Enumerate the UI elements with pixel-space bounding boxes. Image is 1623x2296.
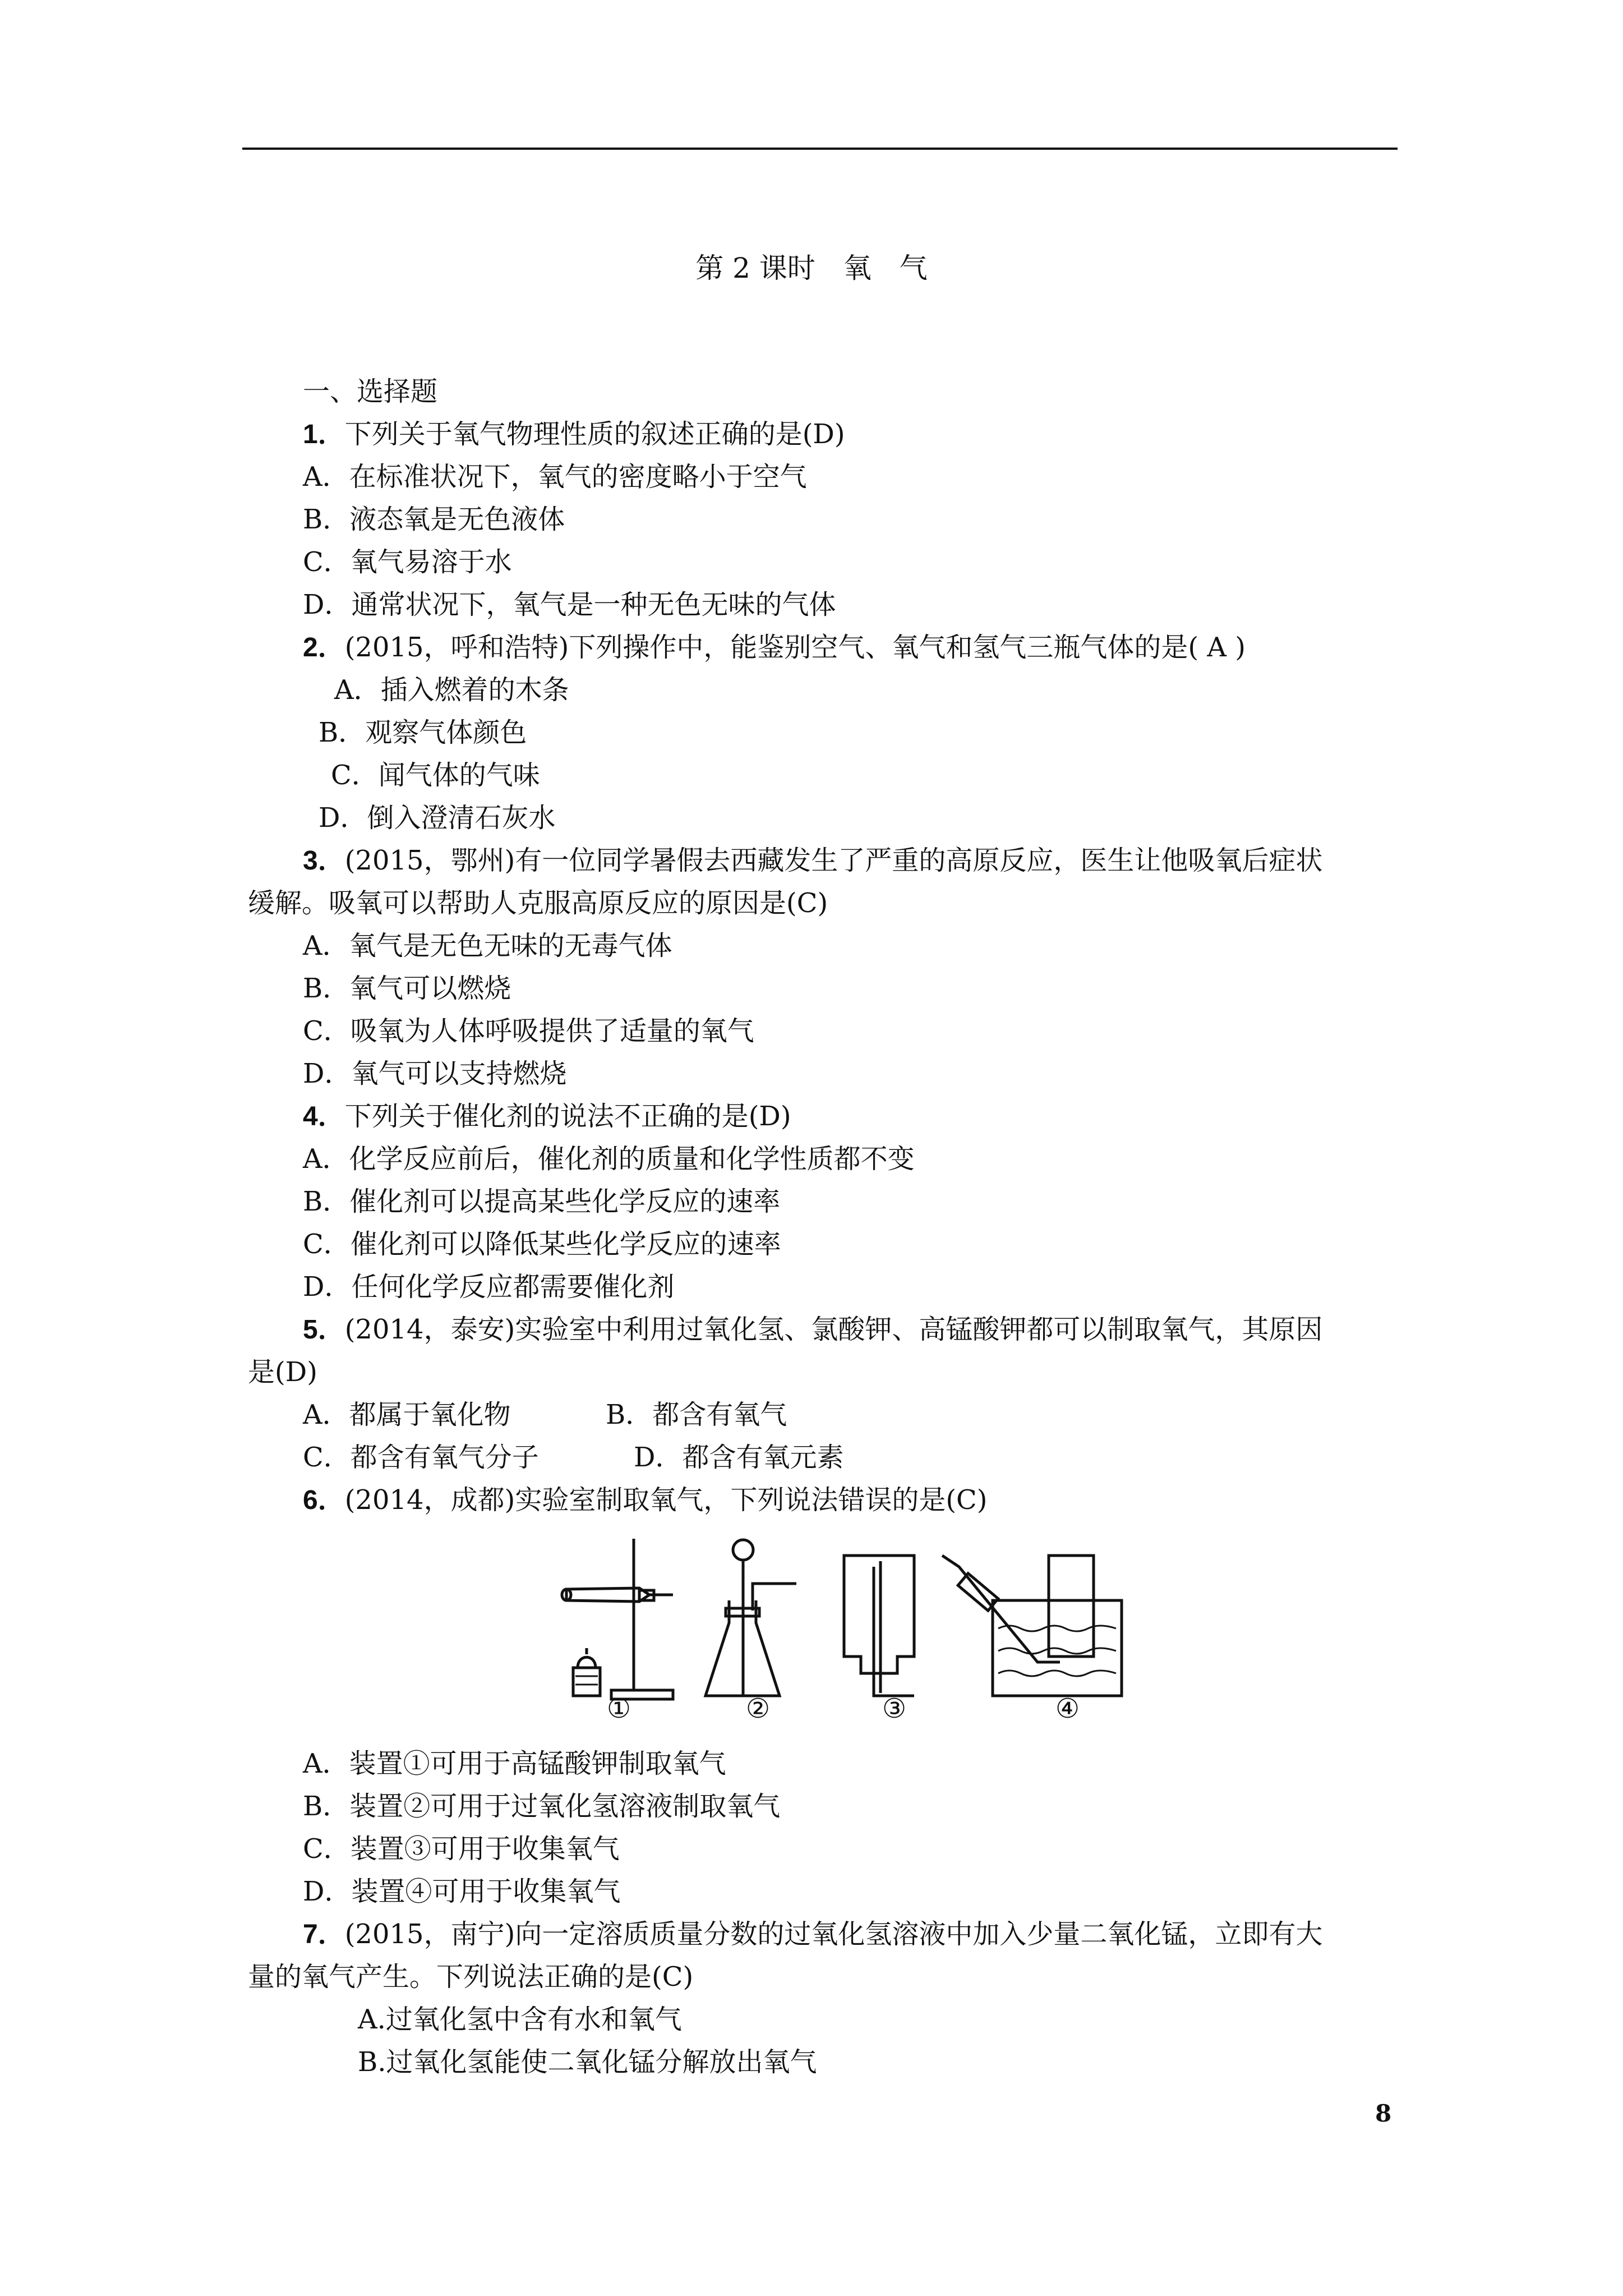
question-7-stem-cont: 量的氧气产生。下列说法正确的是(C)	[248, 1961, 694, 1993]
question-number: 2．	[303, 633, 345, 662]
question-4-stem	[303, 1099, 791, 1134]
question-2-stem	[303, 631, 1246, 665]
question-number: 7．	[303, 1920, 345, 1949]
apparatus-1-heating-tube	[562, 1539, 673, 1699]
section-heading: 一、选择题	[303, 376, 438, 407]
stem-text: 下列关于催化剂的说法不正确的是(D)	[344, 1101, 791, 1132]
question-3-stem	[303, 844, 1322, 878]
stem-text: 下列关于氧气物理性质的叙述正确的是(D)	[344, 418, 845, 450]
figure-label-4: ④	[1055, 1693, 1080, 1724]
figure-label-1: ①	[607, 1693, 631, 1724]
question-6-option-d: D．装置④可用于收集氧气	[303, 1876, 621, 1907]
stem-text: (2014，泰安)实验室中利用过氧化氢、氯酸钾、高锰酸钾都可以制取氧气，其原因	[344, 1314, 1323, 1345]
question-number: 3．	[303, 846, 345, 876]
question-5-stem	[303, 1313, 1322, 1347]
question-7-option-a: A.过氧化氢中含有水和氧气	[358, 2004, 682, 2035]
apparatus-3-gas-bottle	[844, 1556, 914, 1696]
apparatus-2-conical-flask	[706, 1540, 796, 1696]
question-number: 4．	[303, 1102, 345, 1131]
question-5-option-d: D．都含有氧元素	[634, 1442, 844, 1473]
question-3-option-d: D．氧气可以支持燃烧	[303, 1058, 567, 1089]
question-4-option-c: C．催化剂可以降低某些化学反应的速率	[303, 1228, 781, 1260]
question-5-stem-cont: 是(D)	[248, 1356, 317, 1388]
question-6-option-b: B．装置②可用于过氧化氢溶液制取氧气	[303, 1791, 781, 1822]
stem-text: (2015，呼和浩特)下列操作中，能鉴别空气、氧气和氢气三瓶气体的是( A )	[344, 632, 1246, 663]
question-1-option-c: C．氧气易溶于水	[303, 546, 512, 578]
page-number: 8	[1375, 2100, 1392, 2127]
page-title: 第 2 课时 氧 气	[695, 252, 928, 284]
question-5-option-a: A．都属于氧化物	[303, 1399, 511, 1430]
question-2-option-b: B．观察气体颜色	[319, 717, 527, 748]
question-6-option-a: A．装置①可用于高锰酸钾制取氧气	[303, 1748, 726, 1779]
question-3-option-a: A．氧气是无色无味的无毒气体	[303, 930, 672, 961]
apparatus-4-water-trough	[942, 1556, 1122, 1696]
question-1-stem	[303, 417, 845, 452]
question-7-option-b: B.过氧化氢能使二氧化锰分解放出氧气	[358, 2046, 817, 2078]
question-1-option-d: D．通常状况下，氧气是一种无色无味的气体	[303, 589, 836, 620]
question-7-stem	[303, 1917, 1322, 1952]
question-2-option-d: D．倒入澄清石灰水	[319, 802, 556, 834]
question-4-option-b: B．催化剂可以提高某些化学反应的速率	[303, 1186, 781, 1217]
lab-apparatus-figure	[555, 1533, 1138, 1735]
question-6-stem	[303, 1483, 988, 1517]
question-number: 1．	[303, 420, 345, 449]
question-4-option-d: D．任何化学反应都需要催化剂	[303, 1271, 675, 1303]
stem-text: (2014，成都)实验室制取氧气，下列说法错误的是(C)	[344, 1484, 988, 1516]
question-3-option-b: B．氧气可以燃烧	[303, 973, 511, 1004]
question-5-option-c: C．都含有氧气分子	[303, 1442, 539, 1473]
question-6-option-c: C．装置③可用于收集氧气	[303, 1833, 620, 1865]
question-number: 6．	[303, 1485, 345, 1515]
question-1-option-a: A．在标准状况下，氧气的密度略小于空气	[303, 461, 807, 493]
header-rule	[242, 148, 1398, 150]
question-1-option-b: B．液态氧是无色液体	[303, 504, 565, 535]
question-2-option-a: A．插入燃着的木条	[334, 674, 569, 706]
question-3-stem-cont: 缓解。吸氧可以帮助人克服高原反应的原因是(C)	[248, 887, 828, 919]
question-5-option-b: B．都含有氧气	[606, 1399, 787, 1430]
question-number: 5．	[303, 1315, 345, 1345]
question-3-option-c: C．吸氧为人体呼吸提供了适量的氧气	[303, 1015, 754, 1047]
question-4-option-a: A．化学反应前后，催化剂的质量和化学性质都不变	[303, 1143, 915, 1175]
figure-label-2: ②	[746, 1693, 771, 1724]
question-2-option-c: C．闻气体的气味	[331, 760, 540, 791]
figure-label-3: ③	[882, 1693, 907, 1724]
stem-text: (2015，南宁)向一定溶质质量分数的过氧化氢溶液中加入少量二氧化锰，立即有大	[344, 1918, 1323, 1950]
stem-text: (2015，鄂州)有一位同学暑假去西藏发生了严重的高原反应，医生让他吸氧后症状	[344, 845, 1323, 876]
